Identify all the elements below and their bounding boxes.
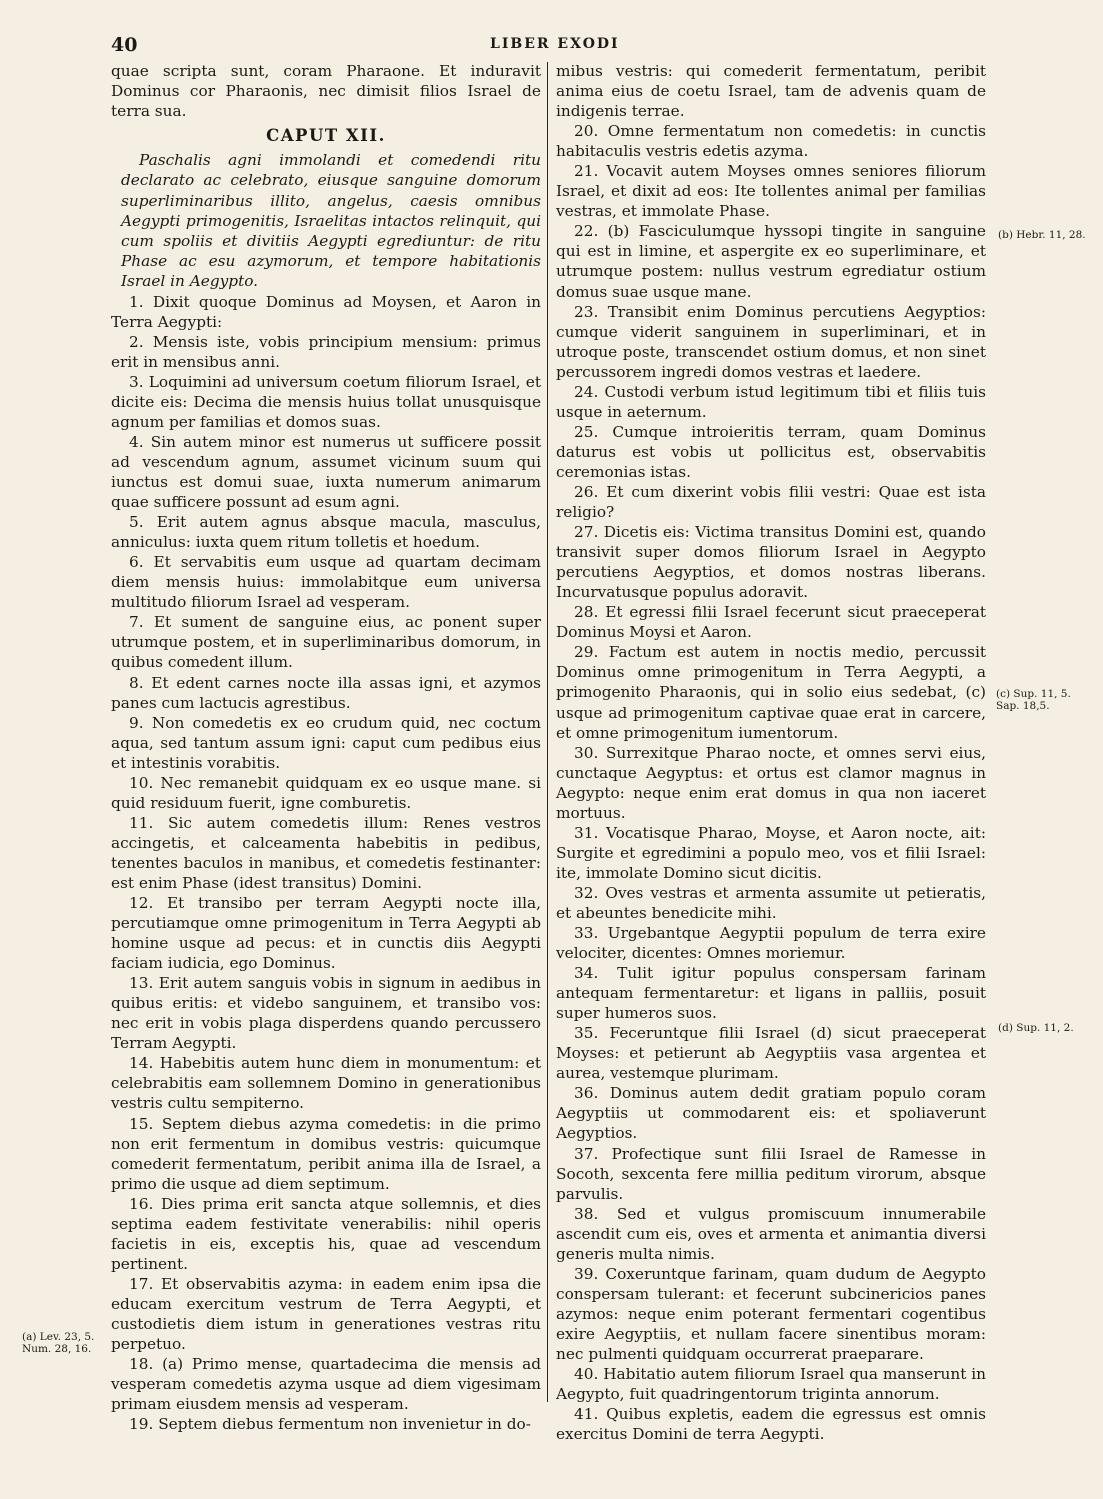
verse: 4. Sin autem minor est numerus ut sufficere possit ad vescendum agnum, assumet vicinum suum qui iunctus est domui suae, iuxta numerum animarum quae sufficere possunt ad esum agni. <box>111 432 541 512</box>
margin-note-b: (b) Hebr. 11, 28. <box>998 229 1086 241</box>
verse: 10. Nec remanebit quidquam ex eo usque mane. si quid residuum fuerit, igne comburetis. <box>111 773 541 812</box>
verse: 20. Omne fermentatum non comedetis: in cunctis habitaculis vestris edetis azyma. <box>556 122 986 161</box>
verse: 30. Surrexitque Pharao nocte, et omnes servi eius, cunctaque Aegyptus: et ortus est clamor magnus in Aegypto: neque enim erat domus in qua non iaceret mortuus. <box>556 743 986 822</box>
verse: 39. Coxeruntque farinam, quam dudum de Aegypto conspersam tulerant: et fecerunt subcinericios panes azymos: neque enim poterant fermentari cogentibus exire Aegyptiis, et nullam facere sinentibus moram: nec pulmenti quidquam occurrerat praeparare. <box>556 1264 986 1363</box>
verse: 5. Erit autem agnus absque macula, masculus, anniculus: iuxta quem ritum tolletis et hoedum. <box>111 513 541 552</box>
column-divider <box>547 62 548 1402</box>
verse: 28. Et egressi filii Israel fecerunt sicut praeceperat Dominus Moysi et Aaron. <box>556 603 986 642</box>
verse: 1. Dixit quoque Dominus ad Moysen, et Aaron in Terra Aegypti: <box>111 292 541 331</box>
verse: 17. Et observabitis azyma: in eadem enim ipsa die educam exercitum vestrum de Terra Aegypti, et custodietis diem istum in generationes vestras ritu perpetuo. <box>111 1274 541 1354</box>
left-lead-text: quae scripta sunt, coram Pharaone. Et induravit Dominus cor Pharaonis, nec dimisit filios Israel de terra sua. <box>111 62 541 121</box>
verse: 16. Dies prima erit sancta atque sollemnis, et dies septima eadem festivitate venerabilis: nihil operis facietis in eis, exceptis his, quae ad vescendum pertinent. <box>111 1194 541 1273</box>
verse: 35. Feceruntque filii Israel (d) sicut praeceperat Moyses: et petierunt ab Aegyptiis vasa argentea et aurea, vestemque plurimam. <box>556 1024 986 1083</box>
verse: 11. Sic autem comedetis illum: Renes vestros accingetis, et calceamenta habebitis in pedibus, tenentes baculos in manibus, et comedetis festinanter: est enim Phase (idest transitus) Domini. <box>111 813 541 892</box>
verse: 18. (a) Primo mense, quartadecima die mensis ad vesperam comedetis azyma usque ad diem vigesimam primam eiusdem mensis ad vesperam. <box>111 1355 541 1414</box>
verse: 7. Et sument de sanguine eius, ac ponent super utrumque postem, et in superliminaribus domorum, in quibus comedent illum. <box>111 613 541 672</box>
verse: 13. Erit autem sanguis vobis in signum in aedibus in quibus eritis: et videbo sanguinem, et transibo vos: nec erit in vobis plaga disperdens quando percussero Terram Aegypti. <box>111 974 541 1053</box>
verse: 33. Urgebantque Aegyptii populum de terra exire velociter, dicentes: Omnes moriemur. <box>556 924 986 963</box>
chapter-summary: Paschalis agni immolandi et comedendi ritu declarato ac celebrato, eiusque sanguine domorum superliminaribus illito, angelus, caesis omnibus Aegypti primogenitis, Israelitas intactos relinquit, qui cum spoliis et divitiis Aegypti egrediuntur: de ritu Phase ac esu azymorum, et tempore habitationis Israel in Aegypto. <box>121 151 541 291</box>
verse: 27. Dicetis eis: Victima transitus Domini est, quando transivit super domos filiorum Israel in Aegypto percutiens Aegyptios, et domos nostras liberans. Incurvatusque populus adoravit. <box>556 523 986 602</box>
verse: 6. Et servabitis eum usque ad quartam decimam diem mensis huius: immolabitque eum universa multitudo filiorum Israel ad vesperam. <box>111 553 541 612</box>
verse: 32. Oves vestras et armenta assumite ut petieratis, et abeuntes benedicite mihi. <box>556 883 986 922</box>
verse: 19. Septem diebus fermentum non invenietur in do- <box>129 1415 531 1434</box>
right-lead-text: mibus vestris: qui comederit fermentatum, peribit anima eius de coetu Israel, tam de advenis quam de indigenis terrae. <box>556 62 986 121</box>
margin-note-a: (a) Lev. 23, 5. Num. 28, 16. <box>22 1331 95 1355</box>
verse: 8. Et edent carnes nocte illa assas igni, et azymos panes cum lactucis agrestibus. <box>111 673 541 712</box>
verse: 40. Habitatio autem filiorum Israel qua manserunt in Aegypto, fuit quadringentorum triginta annorum. <box>556 1365 986 1404</box>
verse: 21. Vocavit autem Moyses omnes seniores filiorum Israel, et dixit ad eos: Ite tollentes animal per familias vestras, et immolate Phase. <box>556 162 986 221</box>
verse: 22. (b) Fasciculumque hyssopi tingite in sanguine qui est in limine, et aspergite ex eo superliminare, et utrumque postem: nullus vestrum egrediatur ostium domus suae usque mane. <box>556 222 986 301</box>
verse: 12. Et transibo per terram Aegypti nocte illa, percutiamque omne primogenitum in Terra Aegypti ab homine usque ad pecus: et in cunctis diis Aegypti faciam iudicia, ego Dominus. <box>111 894 541 973</box>
running-head: LIBER EXODI <box>490 36 620 52</box>
verse: 3. Loquimini ad universum coetum filiorum Israel, et dicite eis: Decima die mensis huius tollat unusquisque agnum per familias et domos suas. <box>111 372 541 431</box>
verse: 24. Custodi verbum istud legitimum tibi et filiis tuis usque in aeternum. <box>556 382 986 421</box>
chapter-heading: CAPUT XII. <box>266 126 386 146</box>
page-number: 40 <box>111 34 138 56</box>
verse: 23. Transibit enim Dominus percutiens Aegyptios: cumque viderit sanguinem in superliminari, et in utroque poste, transcendet ostium domus, et non sinet percussorem ingredi domos vestras et laedere. <box>556 302 986 381</box>
margin-note-d: (d) Sup. 11, 2. <box>998 1022 1074 1034</box>
left-column <box>111 61 541 1434</box>
verse: 38. Sed et vulgus promiscuum innumerabile ascendit cum eis, oves et armenta et animantia diversi generis multa nimis. <box>556 1204 986 1263</box>
verse: 15. Septem diebus azyma comedetis: in die primo non erit fermentum in domibus vestris: quicumque comederit fermentatum, peribit anima illa de Israel, a primo die usque ad diem septimum. <box>111 1114 541 1193</box>
verse: 2. Mensis iste, vobis principium mensium: primus erit in mensibus anni. <box>111 332 541 371</box>
verse: 26. Et cum dixerint vobis filii vestri: Quae est ista religio? <box>556 482 986 522</box>
margin-note-c: (c) Sup. 11, 5. Sap. 18,5. <box>996 688 1071 712</box>
verse: 37. Profectique sunt filii Israel de Ramesse in Socoth, sexcenta fere millia peditum virorum, absque parvulis. <box>556 1144 986 1203</box>
verse: 29. Factum est autem in noctis medio, percussit Dominus omne primogenitum in Terra Aegypti, a primogenito Pharaonis, qui in solio eius sedebat, (c) usque ad primogenitum captivae quae erat in carcere, et omne primogenitum iumentorum. <box>556 643 986 742</box>
verse: 25. Cumque introieritis terram, quam Dominus daturus est vobis ut pollicitus est, observabitis ceremonias istas. <box>556 422 986 481</box>
verse: 9. Non comedetis ex eo crudum quid, nec coctum aqua, sed tantum assum igni: caput cum pedibus eius et intestinis vorabitis. <box>111 713 541 772</box>
verse: 14. Habebitis autem hunc diem in monumentum: et celebrabitis eam sollemnem Domino in generationibus vestris cultu sempiterno. <box>111 1054 541 1113</box>
verse: 41. Quibus expletis, eadem die egressus est omnis exercitus Domini de terra Aegypti. <box>556 1405 986 1444</box>
verse: 31. Vocatisque Pharao, Moyse, et Aaron nocte, ait: Surgite et egredimini a populo meo, vos et filii Israel: ite, immolate Domino sicut dicitis. <box>556 823 986 882</box>
right-column <box>556 61 986 1444</box>
verse: 34. Tulit igitur populus conspersam farinam antequam fermentaretur: et ligans in palliis, posuit super humeros suos. <box>556 964 986 1023</box>
verse: 36. Dominus autem dedit gratiam populo coram Aegyptiis ut commodarent eis: et spoliaverunt Aegyptios. <box>556 1084 986 1143</box>
